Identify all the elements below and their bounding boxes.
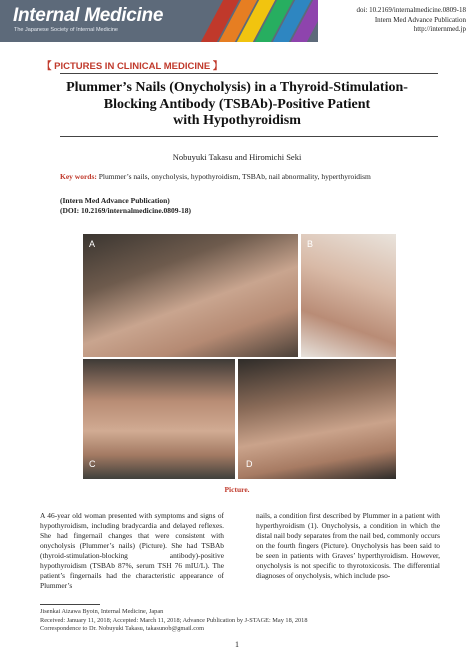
section-tag: 【 PICTURES IN CLINICAL MEDICINE 】 <box>42 61 223 72</box>
title-line: Blocking Antibody (TSBAb)-Positive Patient <box>103 96 371 112</box>
header-citation <box>357 6 466 35</box>
body-text-right: nails, a condition first described by Plummer in a patient with hyperthyroidism (1). Onycholysis, a condition in which the distal nail body separates from the nail bed, commonly occurs on the fourth fingers (Picture). Onycholysis has been said to be seen in patients with Graves’ hyperthyroidism. However, onycholysis is not specific to thyrotoxicosis. The differential diagnoses of onycholysis, which include pso- <box>256 511 440 580</box>
publication-text: Intern Med Advance Publication <box>374 15 466 24</box>
footnote-divider <box>40 604 100 605</box>
panel-label: C <box>89 459 96 469</box>
footnotes <box>40 608 307 634</box>
keywords-text: Plummer’s nails, onycholysis, hypothyroidism, TSBAb, nail abnormality, hyperthyroidism <box>96 172 371 181</box>
title-line: Plummer’s Nails (Onycholysis) in a Thyroid-Stimulation- <box>66 80 408 95</box>
figure-panel-b <box>301 234 396 357</box>
affiliation: Jisenkai Aizawa Byoin, Internal Medicine, Japan <box>40 608 164 615</box>
panel-label: D <box>246 459 253 469</box>
panel-label: B <box>307 239 314 249</box>
body-text-left: A 46-year old woman presented with symptoms and signs of hypothyroidism, including bradycardia and delayed reflexes. She had fingernail changes that were consistent with onycholysis (Plummer’s nails) (Picture). She had TSBAb (thyroid-stimulation-blocking antibody)-positive hypothyroidism (TSBAb 87%, serum TSH 76 mIU/L). The patient’s fingernails had the characteristic appearance of Plummer’s <box>40 511 224 590</box>
divider <box>60 136 438 137</box>
journal-name: Internal Medicine <box>13 5 164 26</box>
figure-caption: Picture. <box>224 485 250 494</box>
correspondence: Correspondence to Dr. Nobuyuki Takasu, takasunob@gmail.com <box>40 625 205 632</box>
society-name: The Japanese Society of Internal Medicine <box>14 27 118 33</box>
pub-line: (DOI: 10.2169/internalmedicine.0809-18) <box>60 206 192 215</box>
journal-header-bar <box>0 0 474 42</box>
pub-line: (Intern Med Advance Publication) <box>60 196 170 205</box>
figure-panel-d <box>238 359 396 479</box>
authors: Nobuyuki Takasu and Hiromichi Seki <box>172 152 302 162</box>
figure-panel-a <box>83 234 298 357</box>
doi-text: doi: 10.2169/internalmedicine.0809-18 <box>356 6 466 14</box>
title-line: with Hypothyroidism <box>173 113 301 128</box>
journal-url[interactable]: http://internmed.jp <box>413 25 466 33</box>
dates: Received: January 11, 2018; Accepted: March 11, 2018; Advance Publication by J-STAGE: May 18, 2018 <box>40 616 308 624</box>
keywords-label: Key words: <box>60 172 97 181</box>
publication-info <box>60 196 191 216</box>
panel-label: A <box>89 239 96 249</box>
page-number: 1 <box>235 640 239 649</box>
article-title <box>40 80 434 130</box>
figure-panel-c <box>83 359 235 479</box>
keywords <box>60 172 371 181</box>
divider <box>60 73 438 74</box>
